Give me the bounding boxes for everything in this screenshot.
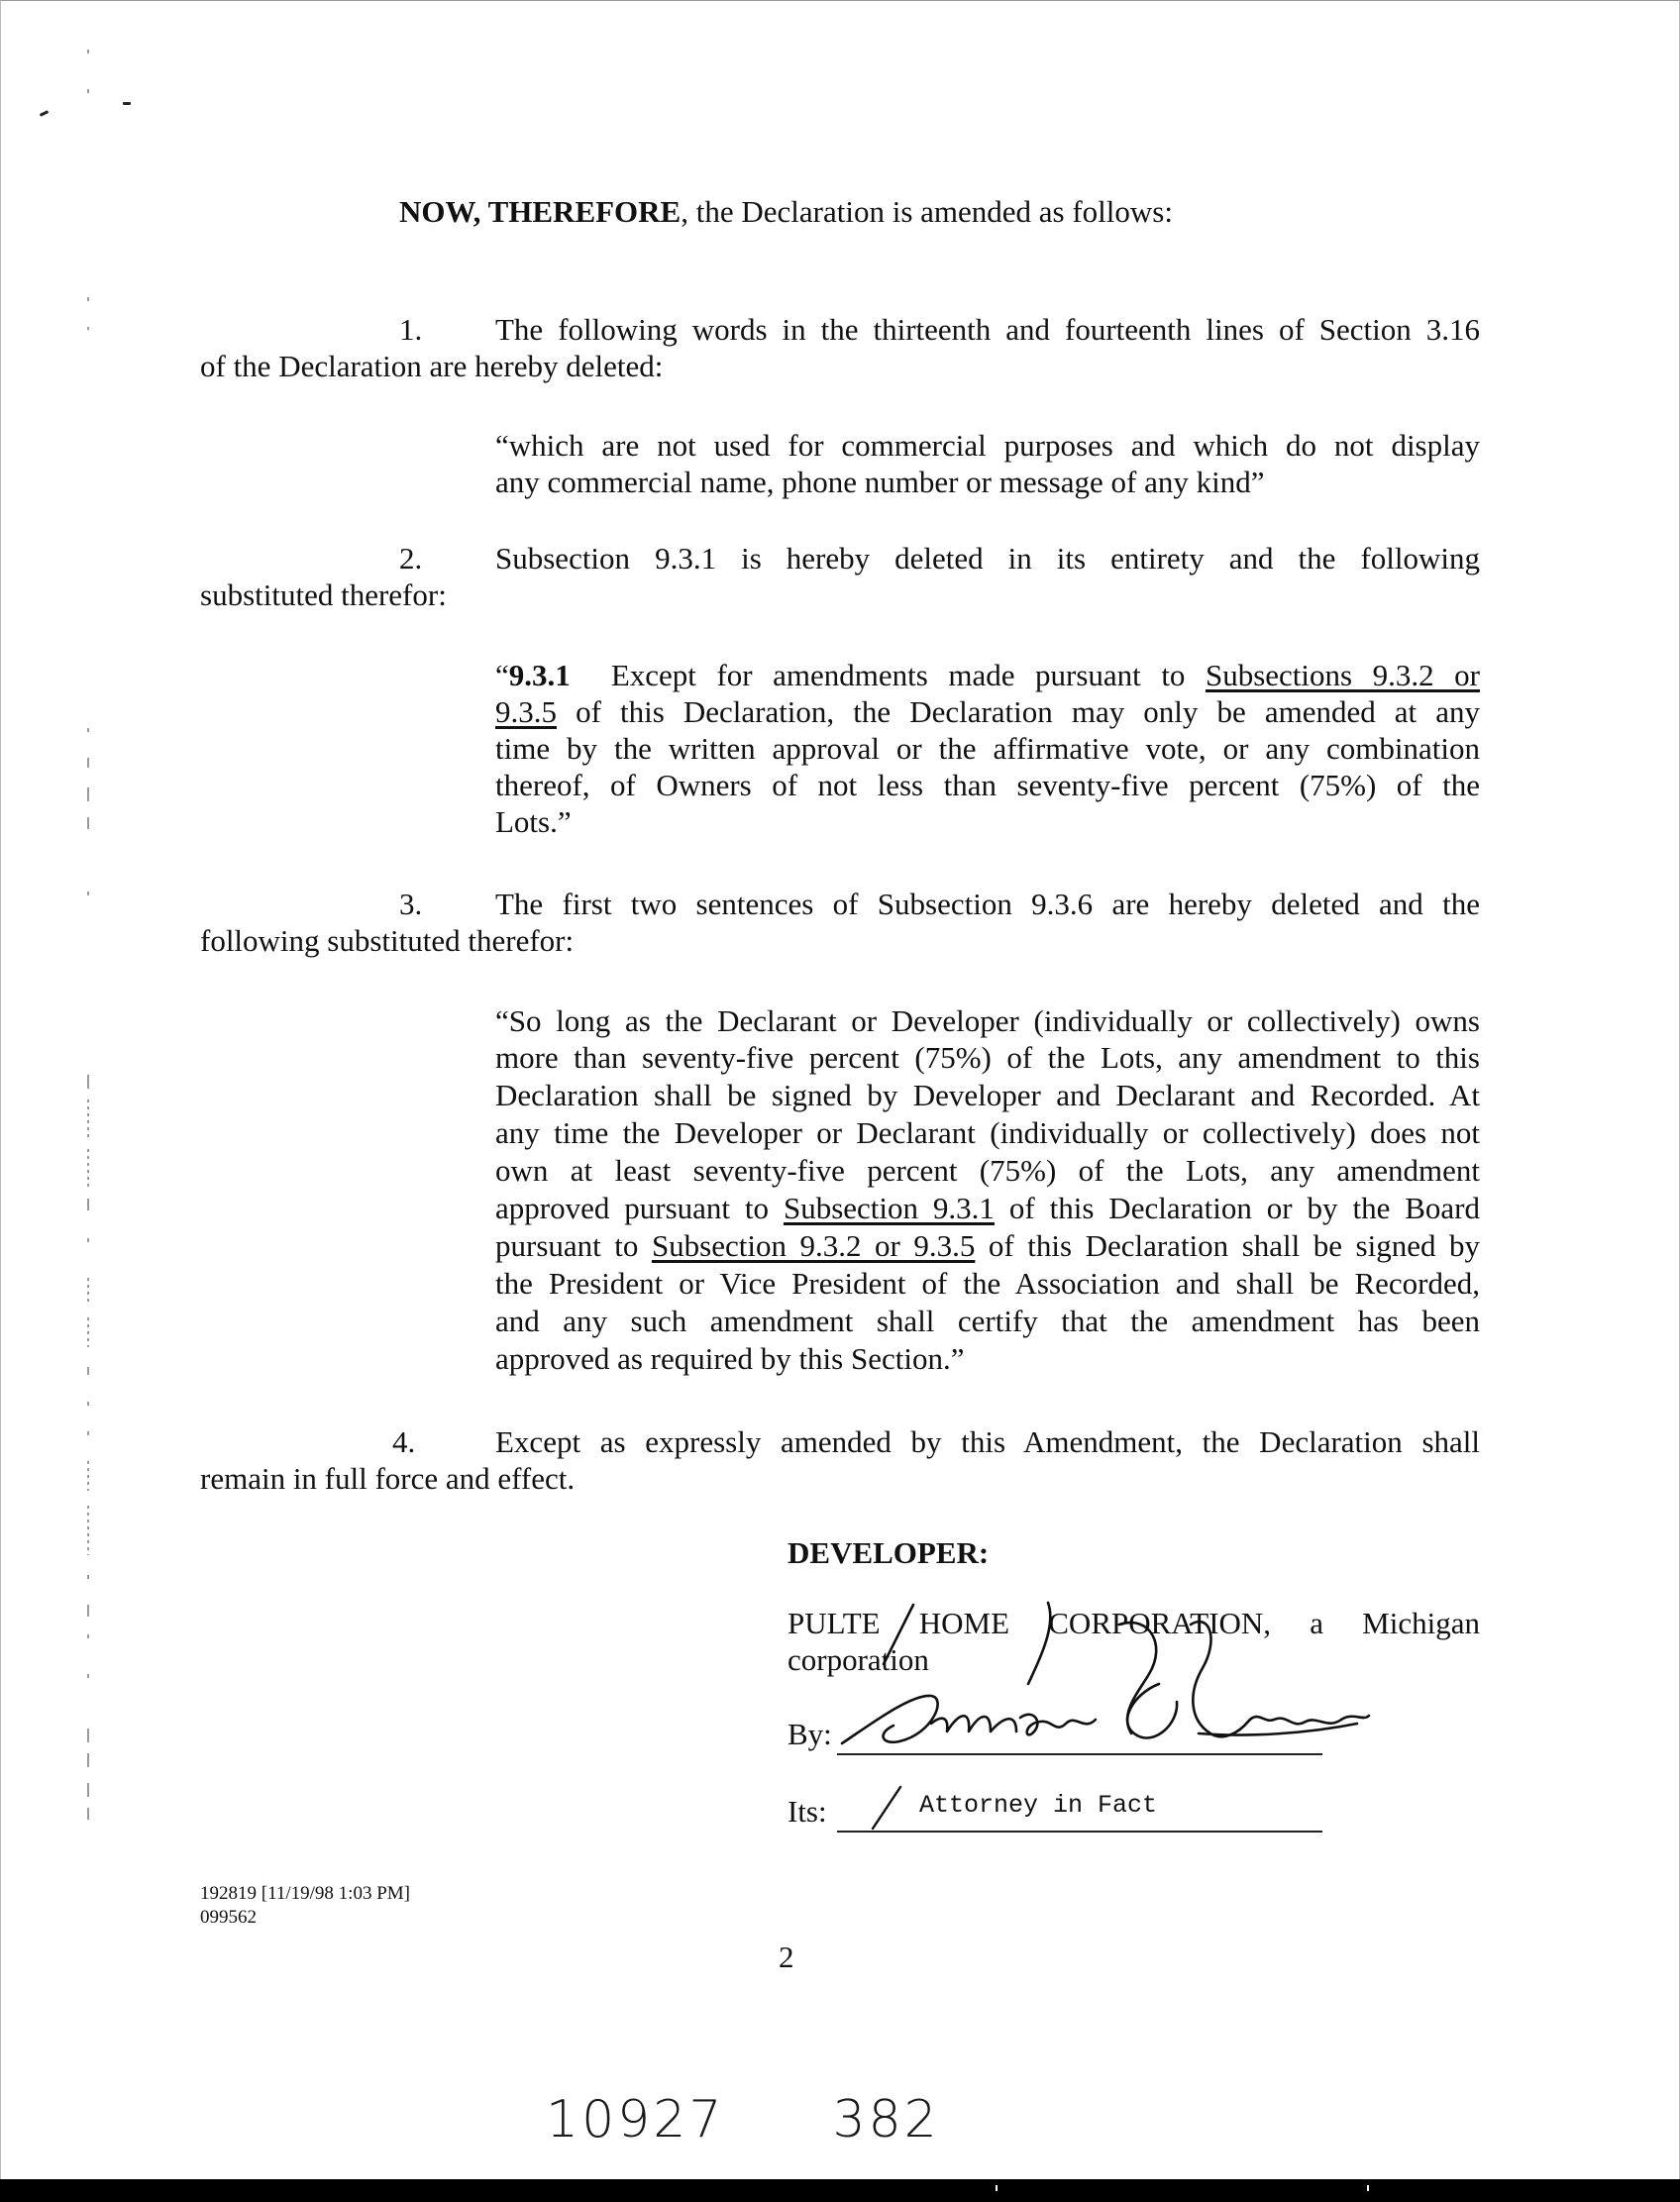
intro-rest: , the Declaration is amended as follows: [681,194,1173,229]
section-label: 9.3.1 [508,658,571,692]
its-label: Its: [788,1794,827,1829]
quote-open-mark: “ [495,658,509,692]
scan-tick [1367,2185,1369,2191]
margin-mark [87,1100,89,1139]
item3-quote-line1: “So long as the Declarant or Developer (individually or collectively) owns [495,1003,1480,1038]
margin-mark [87,1278,89,1306]
item3-quote-line7 [495,1227,1480,1265]
margin-mark [87,758,89,768]
item1-line2: of the Declaration are hereby deleted: [200,349,664,383]
item1-quote-line2: any commercial name, phone number or message of any kind” [495,465,1265,499]
margin-mark [87,1238,89,1242]
margin-mark [87,1808,89,1820]
item1-line1: The following words in the thirteenth and fourteenth lines of Section 3.16 [495,312,1480,347]
margin-mark [87,1634,89,1638]
item1-number: 1. [399,312,423,347]
intro-lead: NOW, THEREFORE [399,194,682,229]
margin-mark [87,787,89,801]
item3-quote-line8: the President or Vice President of the Association and shall be Recorded, [495,1266,1480,1301]
quote-text: of this Declaration or by the Board [1008,1191,1481,1225]
item2-quote-line1 [495,657,1480,694]
margin-mark [87,1367,89,1375]
item2-quote-line4: thereof, of Owners of not less than seventy-five percent (75%) of the [495,768,1480,802]
margin-mark [87,1605,89,1617]
quote-text: pursuant to [495,1228,639,1263]
margin-mark [87,1402,89,1406]
margin-mark [87,1674,89,1678]
scan-bottom-band [0,2179,1680,2202]
margin-mark [87,1506,89,1555]
item3-quote-line4: any time the Developer or Declarant (individually or collectively) does not [495,1115,1480,1150]
item2-line1: Subsection 9.3.1 is hereby deleted in its entirety and the following [495,541,1480,576]
item4-line1: Except as expressly amended by this Amendment, the Declaration shall [495,1424,1480,1459]
margin-mark [87,297,89,301]
developer-heading [788,1534,989,1572]
subsection-reference: Subsections 9.3.2 or [1205,658,1480,692]
item3-quote-line2: more than seventy-five percent (75%) of the Lots, any amendment to this [495,1040,1480,1075]
company-line1: PULTE HOME CORPORATION, a Michigan [788,1606,1480,1640]
margin-mark [87,1461,89,1491]
item3-quote-line6 [495,1190,1480,1227]
recording-page: 382 [832,2090,940,2150]
subsection-reference: Subsection 9.3.2 or 9.3.5 [651,1228,976,1263]
quote-text: of this Declaration shall be signed by [988,1228,1481,1263]
by-label: By: [788,1717,832,1751]
margin-mark [87,327,89,330]
margin-mark [87,1317,89,1347]
margin-mark [87,1783,89,1797]
recording-book: 10927 [546,2090,725,2150]
margin-mark [87,89,89,93]
quote-text: approved pursuant to [495,1191,770,1225]
document-number: 099562 [200,1907,257,1928]
margin-mark [87,1149,89,1189]
margin-mark [87,1075,89,1089]
item2-quote-line2 [495,693,1480,731]
item3-line2: following substituted therefor: [200,923,575,958]
scan-tick [996,2185,998,2191]
margin-mark [87,728,89,732]
item2-number: 2. [399,541,423,576]
item1-quote-line1: “which are not used for commercial purposes and which do not display [495,428,1480,463]
item3-quote-line5: own at least seventy-five percent (75%) of the Lots, any amendment [495,1153,1480,1188]
intro-line [399,193,1173,231]
subsection-reference: 9.3.5 [495,694,557,729]
recording-stamp [546,2090,940,2150]
company-line2: corporation [788,1642,929,1677]
margin-mark [87,1729,89,1742]
item2-quote-line5: Lots.” [495,804,572,839]
its-line [837,1831,1322,1833]
margin-mark [87,1431,89,1435]
margin-mark [87,891,89,895]
its-value: Attorney in Fact [919,1791,1158,1820]
item4-line2: remain in full force and effect. [200,1461,576,1496]
page-number: 2 [779,1940,794,1974]
quote-text: Except for amendments made pursuant to [610,658,1186,692]
item2-quote-line3: time by the written approval or the affirmative vote, or any combination [495,731,1480,766]
item2-line2: substituted therefor: [200,577,447,612]
item3-line1: The first two sentences of Subsection 9.3.6 are hereby deleted and the [495,887,1480,921]
item3-quote-line10: approved as required by this Section.” [495,1341,965,1376]
developer-heading-text: DEVELOPER: [788,1535,990,1570]
item3-quote-line9: and any such amendment shall certify that the amendment has been [495,1304,1480,1338]
its-slash-mark [867,1783,906,1833]
item3-number: 3. [399,887,423,921]
margin-mark [87,1199,89,1210]
item4-number: 4. [392,1424,416,1459]
margin-mark [87,817,89,829]
subsection-reference: Subsection 9.3.1 [783,1191,995,1225]
scan-speck [123,102,131,105]
quote-text: of this Declaration, the Declaration may only be amended at any [576,694,1480,729]
item3-quote-line3: Declaration shall be signed by Developer and Declarant and Recorded. At [495,1078,1480,1112]
margin-mark [87,50,89,53]
document-reference: 192819 [11/19/98 1:03 PM] [200,1883,410,1904]
margin-mark [87,1575,89,1579]
margin-mark [87,1753,89,1767]
handwritten-signature [822,1585,1377,1783]
